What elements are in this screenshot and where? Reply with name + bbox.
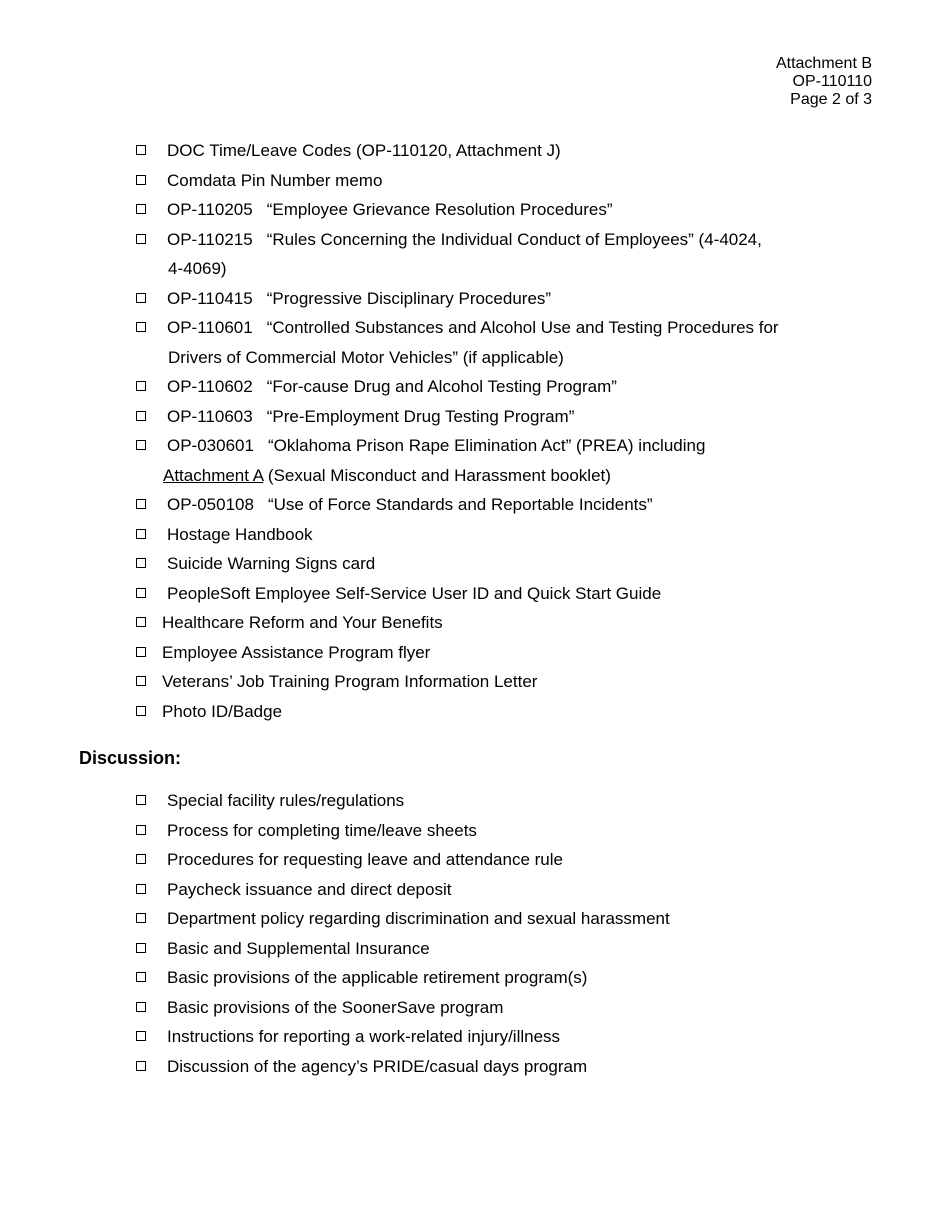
item-text: Instructions for reporting a work-related injury/illness <box>167 1027 561 1046</box>
checkbox-icon[interactable] <box>136 293 146 303</box>
checklist-item <box>0 431 779 490</box>
policy-title: “Use of Force Standards and Reportable Incidents” <box>267 495 653 514</box>
checkbox-icon[interactable] <box>136 588 146 598</box>
checklist-item <box>0 963 670 993</box>
item-text: Process for completing time/leave sheets <box>167 820 477 840</box>
item-text: Procedures for requesting leave and attendance rule <box>167 850 563 869</box>
checkbox-icon[interactable] <box>136 706 146 716</box>
item-text: Healthcare Reform and Your Benefits <box>162 613 443 632</box>
checkbox-icon[interactable] <box>136 529 146 539</box>
checklist-item <box>0 1052 670 1082</box>
document-header <box>776 55 872 109</box>
policy-title: “Oklahoma Prison Rape Elimination Act” (PREA) including <box>267 436 706 455</box>
checklist-item <box>0 816 670 846</box>
checkbox-icon[interactable] <box>136 1031 146 1041</box>
checklist-item <box>0 904 670 934</box>
checkbox-icon[interactable] <box>136 825 146 835</box>
policy-code: OP-110602 <box>167 377 253 396</box>
policy-title: “Progressive Disciplinary Procedures” <box>266 288 552 308</box>
item-text: Special facility rules/regulations <box>167 791 405 810</box>
item-text: Hostage Handbook <box>167 524 313 544</box>
policy-code: OP-030601 <box>167 436 254 455</box>
checklist-item <box>0 166 779 196</box>
policy-title: “Employee Grievance Resolution Procedures” <box>266 200 613 219</box>
checklist-item <box>0 549 779 579</box>
policy-title: “Controlled Substances and Alcohol Use and Testing Procedures for <box>266 318 779 337</box>
checklist-item <box>0 520 779 550</box>
checklist-item <box>0 225 779 284</box>
policy-code: OP-110215 <box>167 229 253 249</box>
checkbox-icon[interactable] <box>136 647 146 657</box>
policy-title: “Pre-Employment Drug Testing Program” <box>266 406 575 426</box>
policy-code: OP-110205 <box>167 200 253 219</box>
checkbox-icon[interactable] <box>136 795 146 805</box>
item-text: Photo ID/Badge <box>162 701 283 721</box>
checkbox-icon[interactable] <box>136 972 146 982</box>
item-text: Suicide Warning Signs card <box>167 554 376 573</box>
policy-title-continuation: Drivers of Commercial Motor Vehicles” (if applicable) <box>168 347 564 367</box>
checkbox-icon[interactable] <box>136 234 146 244</box>
checklist-item <box>0 1022 670 1052</box>
checkbox-icon[interactable] <box>136 499 146 509</box>
checkbox-icon[interactable] <box>136 145 146 155</box>
checkbox-icon[interactable] <box>136 1002 146 1012</box>
policy-code: OP-110603 <box>167 406 253 426</box>
attachment-label: Attachment B <box>775 55 872 72</box>
item-text: Department policy regarding discrimination and sexual harassment <box>167 909 670 928</box>
checkbox-icon[interactable] <box>136 411 146 421</box>
checklist-item <box>0 608 779 638</box>
item-text: Basic provisions of the applicable retirement program(s) <box>167 968 588 987</box>
checkbox-icon[interactable] <box>136 322 146 332</box>
item-text: Basic provisions of the SoonerSave program <box>167 997 504 1017</box>
checkbox-icon[interactable] <box>136 676 146 686</box>
checkbox-icon[interactable] <box>136 913 146 923</box>
checklist-item <box>0 638 779 668</box>
policy-code: OP-050108 <box>167 495 254 514</box>
checklist-item <box>0 667 779 697</box>
checklist-item <box>0 372 779 402</box>
checklist-item <box>0 313 779 372</box>
checklist-item <box>0 845 670 875</box>
checkbox-icon[interactable] <box>136 440 146 450</box>
checklist-item <box>0 993 670 1023</box>
discussion-checklist <box>0 786 670 1081</box>
policy-title-continuation: (Sexual Misconduct and Harassment booklet) <box>267 465 611 485</box>
discussion-heading: Discussion: <box>79 748 182 768</box>
checklist-item <box>0 284 779 314</box>
page-number: Page 2 of 3 <box>790 91 872 108</box>
policy-title: “Rules Concerning the Individual Conduct of Employees” (4-4024, <box>266 229 762 249</box>
item-text: DOC Time/Leave Codes (OP-110120, Attachment J) <box>167 141 561 160</box>
checkbox-icon[interactable] <box>136 854 146 864</box>
policy-code: OP-110415 <box>167 288 253 308</box>
checklist-item <box>0 195 779 225</box>
checkbox-icon[interactable] <box>136 617 146 627</box>
checkbox-icon[interactable] <box>136 175 146 185</box>
policy-title-continuation: 4-4069) <box>168 259 227 278</box>
checklist-item <box>0 136 779 166</box>
attachment-link[interactable]: Attachment A <box>163 465 264 485</box>
item-text: Comdata Pin Number memo <box>167 170 383 190</box>
materials-checklist <box>0 136 779 726</box>
checklist-item <box>0 490 779 520</box>
item-text: Paycheck issuance and direct deposit <box>167 879 452 899</box>
checklist-item <box>0 786 670 816</box>
checklist-item <box>0 934 670 964</box>
op-number: OP-110110 <box>792 73 872 90</box>
checkbox-icon[interactable] <box>136 884 146 894</box>
checkbox-icon[interactable] <box>136 943 146 953</box>
policy-code: OP-110601 <box>167 318 253 337</box>
checkbox-icon[interactable] <box>136 381 146 391</box>
item-text: Basic and Supplemental Insurance <box>167 938 430 958</box>
item-text: Veterans’ Job Training Program Information Letter <box>162 672 538 691</box>
checklist-item <box>0 875 670 905</box>
checklist-item <box>0 697 779 727</box>
checkbox-icon[interactable] <box>136 558 146 568</box>
checklist-item <box>0 579 779 609</box>
checkbox-icon[interactable] <box>136 1061 146 1071</box>
item-text: Discussion of the agency’s PRIDE/casual days program <box>167 1056 588 1076</box>
item-text: Employee Assistance Program flyer <box>162 642 431 662</box>
checkbox-icon[interactable] <box>136 204 146 214</box>
item-text: PeopleSoft Employee Self-Service User ID and Quick Start Guide <box>167 583 662 603</box>
checklist-item <box>0 402 779 432</box>
policy-title: “For-cause Drug and Alcohol Testing Program” <box>266 377 617 396</box>
